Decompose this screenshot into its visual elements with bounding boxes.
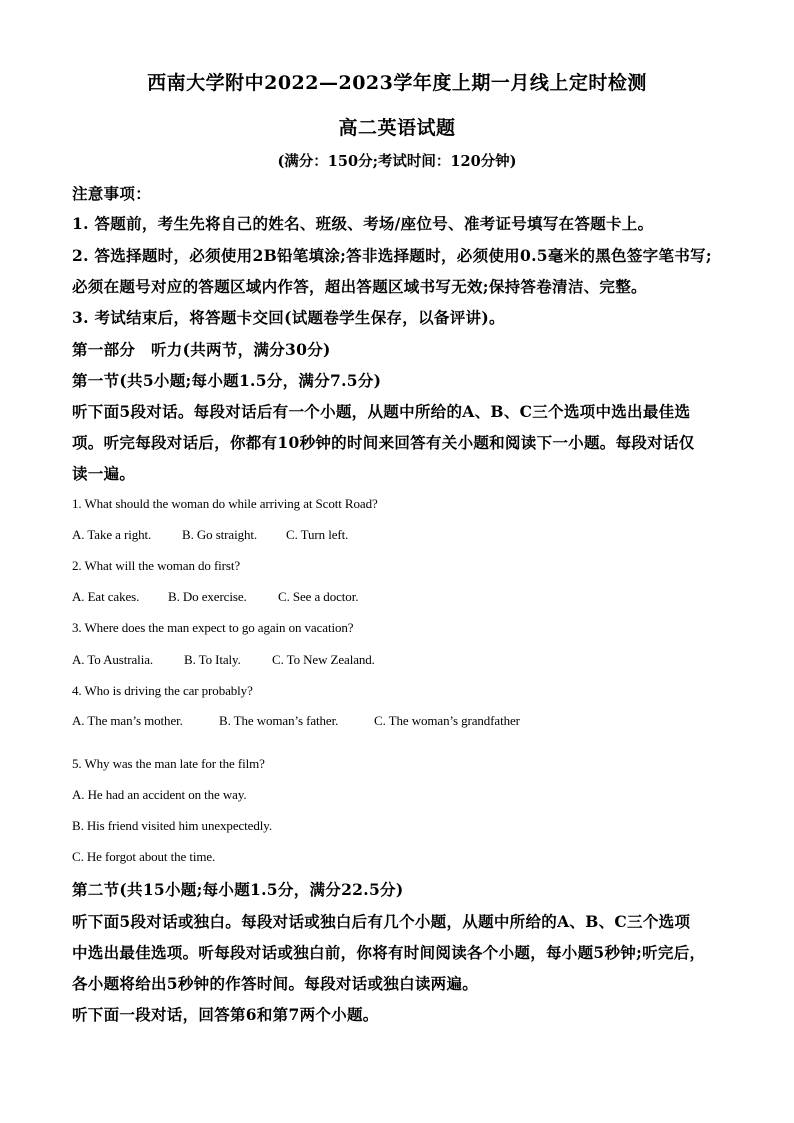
question-1-stem: 1. What should the woman do while arriving at Scott Road?	[72, 496, 378, 511]
section1-heading: 第一节(共5小题;每小题1.5分，满分7.5分)	[72, 371, 382, 390]
question-3-option-c: C. To New Zealand.	[272, 652, 375, 667]
section2-instruction-line-1: 听下面5段对话或独白。每段对话或独白后有几个小题，从题中所给的A、B、C三个选项	[72, 912, 691, 931]
question-5-option-a: A. He had an accident on the way.	[72, 787, 247, 802]
question-2-options	[72, 589, 722, 605]
exam-subject: 高二英语试题	[338, 117, 456, 139]
question-4-options	[72, 713, 722, 729]
question-1-options	[72, 527, 722, 543]
section1-instruction-line-2: 项。听完每段对话后，你都有10秒钟的时间来回答有关小题和阅读下一小题。每段对话仅	[72, 433, 695, 452]
question-2-option-c: C. See a doctor.	[278, 589, 359, 604]
question-3-stem: 3. Where does the man expect to go again on vacation?	[72, 620, 354, 635]
part1-heading: 第一部分 听力(共两节，满分30分)	[72, 340, 331, 359]
section2-instruction-line-3: 各小题将给出5秒钟的作答时间。每段对话或独白读两遍。	[72, 974, 479, 993]
question-3-options	[72, 652, 722, 668]
question-5-stem: 5. Why was the man late for the film?	[72, 756, 265, 771]
section1-instruction-line-1: 听下面5段对话。每段对话后有一个小题，从题中所给的A、B、C三个选项中选出最佳选	[72, 402, 691, 421]
section2-heading: 第二节(共15小题;每小题1.5分，满分22.5分)	[72, 880, 404, 899]
exam-title: 西南大学附中2022—2023学年度上期一月线上定时检测	[147, 72, 647, 94]
question-4-option-b: B. The woman’s father.	[219, 713, 339, 728]
question-1-option-a: A. Take a right.	[72, 527, 152, 542]
section2-lead-in: 听下面一段对话，回答第6和第7两个小题。	[72, 1005, 379, 1024]
notice-item-1: 1. 答题前，考生先将自己的姓名、班级、考场/座位号、准考证号填写在答题卡上。	[72, 214, 654, 233]
question-2-option-a: A. Eat cakes.	[72, 589, 140, 604]
question-4-option-c: C. The woman’s grandfather	[374, 713, 520, 728]
exam-info: (满分：150分;考试时间：120分钟)	[277, 153, 517, 170]
question-3-option-a: A. To Australia.	[72, 652, 154, 667]
section1-instruction-line-3: 读一遍。	[72, 464, 136, 483]
question-1-option-b: B. Go straight.	[182, 527, 258, 542]
question-4-stem: 4. Who is driving the car probably?	[72, 683, 253, 698]
question-3-option-b: B. To Italy.	[184, 652, 241, 667]
question-5-option-c: C. He forgot about the time.	[72, 849, 216, 864]
question-5-option-b: B. His friend visited him unexpectedly.	[72, 818, 272, 833]
question-2-stem: 2. What will the woman do first?	[72, 558, 241, 573]
question-1-option-c: C. Turn left.	[286, 527, 349, 542]
notice-item-3: 3. 考试结束后，将答题卡交回(试题卷学生保存，以备评讲)。	[72, 308, 505, 327]
notice-item-2-line-1: 2. 答选择题时，必须使用2B铅笔填涂;答非选择题时，必须使用0.5毫米的黑色签字笔书写;	[72, 246, 712, 265]
notice-heading: 注意事项：	[72, 184, 152, 203]
section2-instruction-line-2: 中选出最佳选项。听每段对话或独白前，你将有时间阅读各个小题，每小题5秒钟;听完后，	[72, 943, 706, 962]
question-4-option-a: A. The man’s mother.	[72, 713, 183, 728]
question-2-option-b: B. Do exercise.	[168, 589, 247, 604]
notice-item-2-line-2: 必须在题号对应的答题区域内作答，超出答题区域书写无效;保持答卷清洁、完整。	[72, 277, 647, 296]
